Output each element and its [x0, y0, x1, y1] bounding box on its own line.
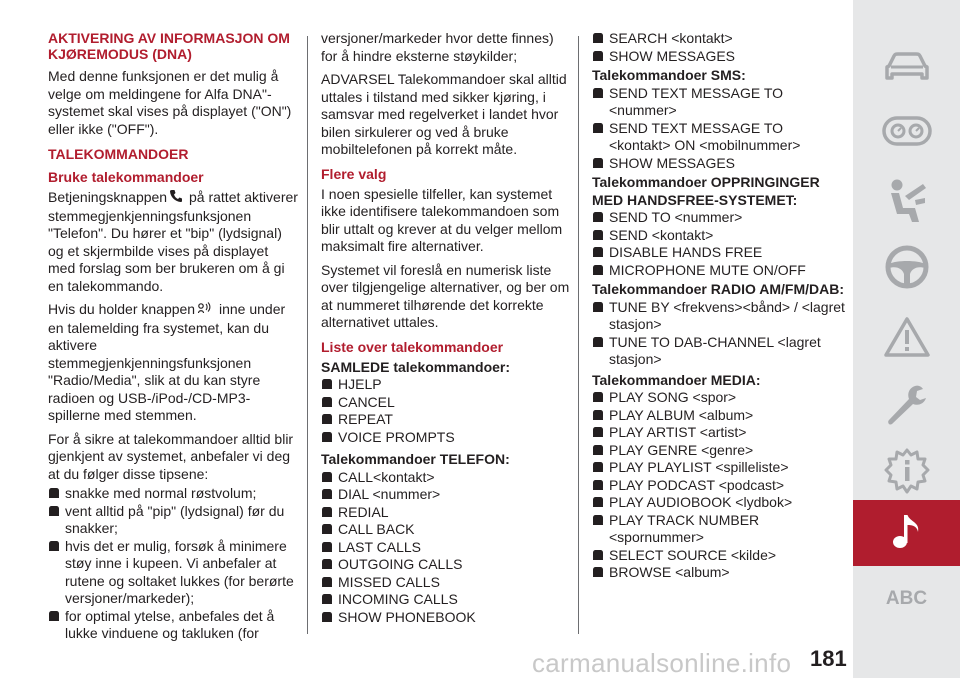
list-item-text: PLAY PLAYLIST <spilleliste> [609, 459, 789, 475]
list-item [321, 486, 571, 504]
subheading-choices: Flere valg [321, 165, 387, 182]
list-item-text: SHOW MESSAGES [609, 47, 736, 64]
list-item [592, 477, 847, 495]
text-fragment: Hvis du holder knappen [48, 301, 196, 318]
list-item-text: CALL BACK [338, 521, 415, 537]
list-item-text: OUTGOING CALLS [338, 556, 463, 572]
subheading-use-voice: Bruke talekommandoer [48, 169, 204, 185]
watermark: carmanualsonline.info [532, 648, 792, 678]
index-abc-label: ABC [885, 588, 928, 609]
paragraph-tips-continued: versjoner/markeder hvor dette finnes) for å hindre eksterne støykilder; [321, 30, 554, 64]
list-item-text: PLAY ALBUM <album> [609, 406, 754, 423]
voice-command-icon [197, 301, 213, 320]
common-commands-list [321, 376, 571, 446]
list-item [321, 411, 571, 429]
text-fragment: på rattet aktiverer stemmegjenkjenningsfunksjonen "Telefon". Du hører et "bip" (lydsignal) og et skjermbilde vises på displayet med forslag som ber brukeren om å gi en talekommando. [48, 189, 298, 294]
bullet-icon [321, 378, 333, 390]
sidebar-item-warning[interactable] [853, 304, 960, 374]
list-item [592, 244, 847, 262]
list-item [321, 504, 571, 522]
bullet-icon [592, 229, 604, 241]
wrench-icon [885, 382, 929, 433]
list-item-text: INCOMING CALLS [338, 591, 458, 607]
list-item [321, 376, 571, 394]
bullet-icon [592, 336, 604, 348]
list-item [592, 494, 847, 512]
list-item-text: snakke med normal røstvolum; [65, 485, 257, 502]
phone-commands-list [321, 469, 571, 627]
bullet-icon [321, 506, 333, 518]
bullet-icon [321, 611, 333, 623]
list-item-text: CANCEL [338, 393, 395, 410]
list-item [592, 564, 847, 582]
list-item-text: MISSED CALLS [338, 573, 440, 590]
list-item [321, 591, 571, 609]
heading-phone-commands: Talekommandoer TELEFON: [321, 451, 510, 467]
paragraph-choices-2: Systemet vil foreslå en numerisk liste over tilgjengelige alternativer, og ber om at nummeret tilhørende det korrekte alternativet uttales. [321, 261, 570, 330]
list-item-text: hvis det er mulig, forsøk å minimere støy inne i kupeen. Vi anbefaler at rutene og soltaket lukkes (for berørte versjoner/markeder); [65, 537, 294, 607]
list-item [321, 394, 571, 412]
bullet-icon [592, 32, 604, 44]
section-heading-voice: TALEKOMMANDOER [48, 146, 189, 162]
column-divider [307, 36, 308, 634]
list-item [592, 512, 847, 547]
list-item-text: PLAY AUDIOBOOK <lydbok> [609, 494, 793, 510]
seat-safety-icon [885, 178, 929, 229]
bullet-icon [321, 413, 333, 425]
bullet-icon [592, 479, 604, 491]
sidebar-item-technical[interactable] [853, 438, 960, 508]
list-item-text: BROWSE <album> [609, 564, 730, 580]
bullet-icon [321, 396, 333, 408]
list-item-text: SHOW PHONEBOOK [338, 608, 476, 625]
bullet-icon [592, 301, 604, 313]
list-item-text: SELECT SOURCE <kilde> [609, 546, 777, 563]
list-item-text: REDIAL [338, 503, 389, 520]
list-item [592, 85, 847, 120]
list-item-text: PLAY PODCAST <podcast> [609, 476, 785, 493]
list-item-text: TUNE TO DAB-CHANNEL <lagret stasjon> [609, 333, 821, 367]
bullet-icon [321, 558, 333, 570]
bullet-icon [48, 505, 60, 517]
list-item-text: vent alltid på "pip" (lydsignal) før du snakker; [65, 502, 285, 537]
sidebar-item-multimedia[interactable] [853, 500, 960, 566]
list-item-text: PLAY ARTIST <artist> [609, 424, 747, 440]
list-item [321, 574, 571, 592]
list-item-text: VOICE PROMPTS [338, 428, 455, 445]
bullet-icon [592, 409, 604, 421]
list-item [592, 459, 847, 477]
bullet-icon [592, 496, 604, 508]
subheading-command-list: Liste over talekommandoer [321, 338, 504, 355]
sidebar-item-service[interactable] [853, 372, 960, 442]
sidebar-item-car[interactable] [853, 34, 960, 104]
info-gear-icon [883, 447, 931, 500]
paragraph-choices-1: I noen spesielle tilfeller, kan systemet ikke identifisere talekommandoen som blir uttalt og krever at du velger mellom maksimalt fire alternativer. [321, 185, 563, 254]
list-item-text: MICROPHONE MUTE ON/OFF [609, 261, 806, 278]
bullet-icon [592, 444, 604, 456]
list-item [592, 30, 847, 48]
chapter-sidebar [853, 0, 960, 678]
list-item-text: SEND TO <nummer> [609, 209, 743, 225]
column-1 [48, 30, 298, 643]
paragraph-phone-button [48, 189, 298, 295]
sidebar-item-safety[interactable] [853, 168, 960, 238]
bullet-icon [321, 471, 333, 483]
bullet-icon [321, 541, 333, 553]
list-item-text: TUNE BY <frekvens><bånd> / <lagret stasjon> [609, 298, 845, 332]
list-item [321, 539, 571, 557]
bullet-icon [48, 540, 60, 552]
list-item [592, 262, 847, 280]
list-item [592, 424, 847, 442]
heading-handsfree-commands: Talekommandoer OPPRINGINGER MED HANDSFREE-SYSTEMET: [592, 174, 820, 208]
heading-sms-commands: Talekommandoer SMS: [592, 67, 746, 83]
list-item [592, 334, 847, 369]
bullet-icon [592, 211, 604, 223]
list-item-text: PLAY GENRE <genre> [609, 441, 754, 458]
section-heading-dna: AKTIVERING AV INFORMASJON OM KJØREMODUS (DNA) [48, 30, 290, 62]
heading-media-commands: Talekommandoer MEDIA: [592, 371, 761, 388]
sidebar-item-steering[interactable] [853, 234, 960, 304]
list-item [592, 407, 847, 425]
page-number: 181 [810, 646, 847, 671]
bullet-icon [592, 426, 604, 438]
list-item [592, 227, 847, 245]
sms-commands-list [592, 85, 847, 173]
list-item [321, 521, 571, 539]
list-item [48, 608, 298, 643]
list-item-text: LAST CALLS [338, 538, 422, 555]
phone-commands-continued-list [592, 30, 847, 65]
list-item [592, 209, 847, 227]
media-commands-list [592, 389, 847, 582]
bullet-icon [592, 122, 604, 134]
bullet-icon [592, 264, 604, 276]
bullet-icon [321, 593, 333, 605]
bullet-icon [321, 576, 333, 588]
bullet-icon [592, 549, 604, 561]
heading-radio-commands: Talekommandoer RADIO AM/FM/DAB: [592, 281, 845, 297]
phone-icon [169, 189, 183, 208]
list-item-text: DISABLE HANDS FREE [609, 244, 763, 260]
paragraph-dna: Med denne funksjonen er det mulig å velge om meldingene for Alfa DNA"-systemet skal vises på displayet ("ON") eller ikke ("OFF"). [48, 68, 292, 137]
steering-wheel-icon [884, 244, 930, 295]
car-icon [883, 50, 931, 89]
list-item-text: SHOW MESSAGES [609, 154, 736, 171]
list-item [592, 389, 847, 407]
paragraph-voice-button [48, 301, 298, 425]
list-item [321, 609, 571, 627]
bullet-icon [592, 391, 604, 403]
heading-common-commands: SAMLEDE talekommandoer: [321, 358, 511, 375]
list-item-text: DIAL <nummer> [338, 486, 441, 502]
list-item-text: SEND TEXT MESSAGE TO <nummer> [609, 84, 784, 118]
bullet-icon [592, 246, 604, 258]
list-item-text: PLAY SONG <spor> [609, 389, 737, 405]
list-item [48, 503, 298, 538]
list-item [592, 155, 847, 173]
bullet-icon [592, 50, 604, 62]
bullet-icon [321, 488, 333, 500]
list-item [592, 547, 847, 565]
bullet-icon [592, 87, 604, 99]
text-fragment: Betjeningsknappen [48, 189, 168, 205]
list-item [48, 485, 298, 503]
list-item [592, 120, 847, 155]
bullet-icon [592, 157, 604, 169]
list-item [592, 442, 847, 460]
list-item-text: PLAY TRACK NUMBER <spornummer> [609, 511, 760, 545]
music-note-icon [892, 512, 922, 555]
paragraph-warning: ADVARSEL Talekommandoer skal alltid uttales i tilstand med sikker kjøring, i samsvar med regelverket i landet hvor bilen sirkulerer og ved å bruke mobiltelefonen på korrekt måte. [321, 71, 567, 157]
list-item [592, 48, 847, 66]
handsfree-commands-list [592, 209, 847, 279]
list-item-text: for optimal ytelse, anbefales det å lukke vinduene og takluken (for [65, 607, 275, 642]
list-item-text: SEND <kontakt> [609, 226, 714, 243]
list-item [592, 299, 847, 334]
list-item-text: SEARCH <kontakt> [609, 30, 733, 46]
list-item [48, 538, 298, 608]
text-fragment: inne under en talemelding fra systemet, kan du aktivere stemmegjenkjenningsfunksjonen "Radio/Media", slik at du kan styre radioen og USB-/iPod-/CD-MP3-spillerne med stemmen. [48, 301, 286, 424]
dashboard-icon [882, 116, 932, 151]
bullet-icon [321, 523, 333, 535]
sidebar-item-dashboard[interactable] [853, 98, 960, 168]
bullet-icon [592, 566, 604, 578]
column-divider [578, 36, 579, 634]
list-item-text: CALL<kontakt> [338, 468, 435, 485]
list-item-text: REPEAT [338, 411, 393, 427]
column-3 [592, 30, 847, 582]
radio-commands-list [592, 299, 847, 369]
column-2 [321, 30, 571, 626]
list-item-text: SEND TEXT MESSAGE TO <kontakt> ON <mobilnummer> [609, 119, 801, 153]
bullet-icon [48, 487, 60, 499]
list-item [321, 556, 571, 574]
bullet-icon [48, 610, 60, 622]
list-item [321, 469, 571, 487]
list-item [321, 429, 571, 447]
bullet-icon [321, 431, 333, 443]
bullet-icon [592, 461, 604, 473]
tips-list [48, 485, 298, 643]
paragraph-tips-intro: For å sikre at talekommandoer alltid blir gjenkjent av systemet, anbefaler vi deg at du følger disse tipsene: [48, 430, 294, 482]
sidebar-item-index[interactable] [853, 566, 960, 632]
bullet-icon [592, 514, 604, 526]
list-item-text: HJELP [338, 376, 382, 392]
warning-icon [883, 316, 931, 363]
